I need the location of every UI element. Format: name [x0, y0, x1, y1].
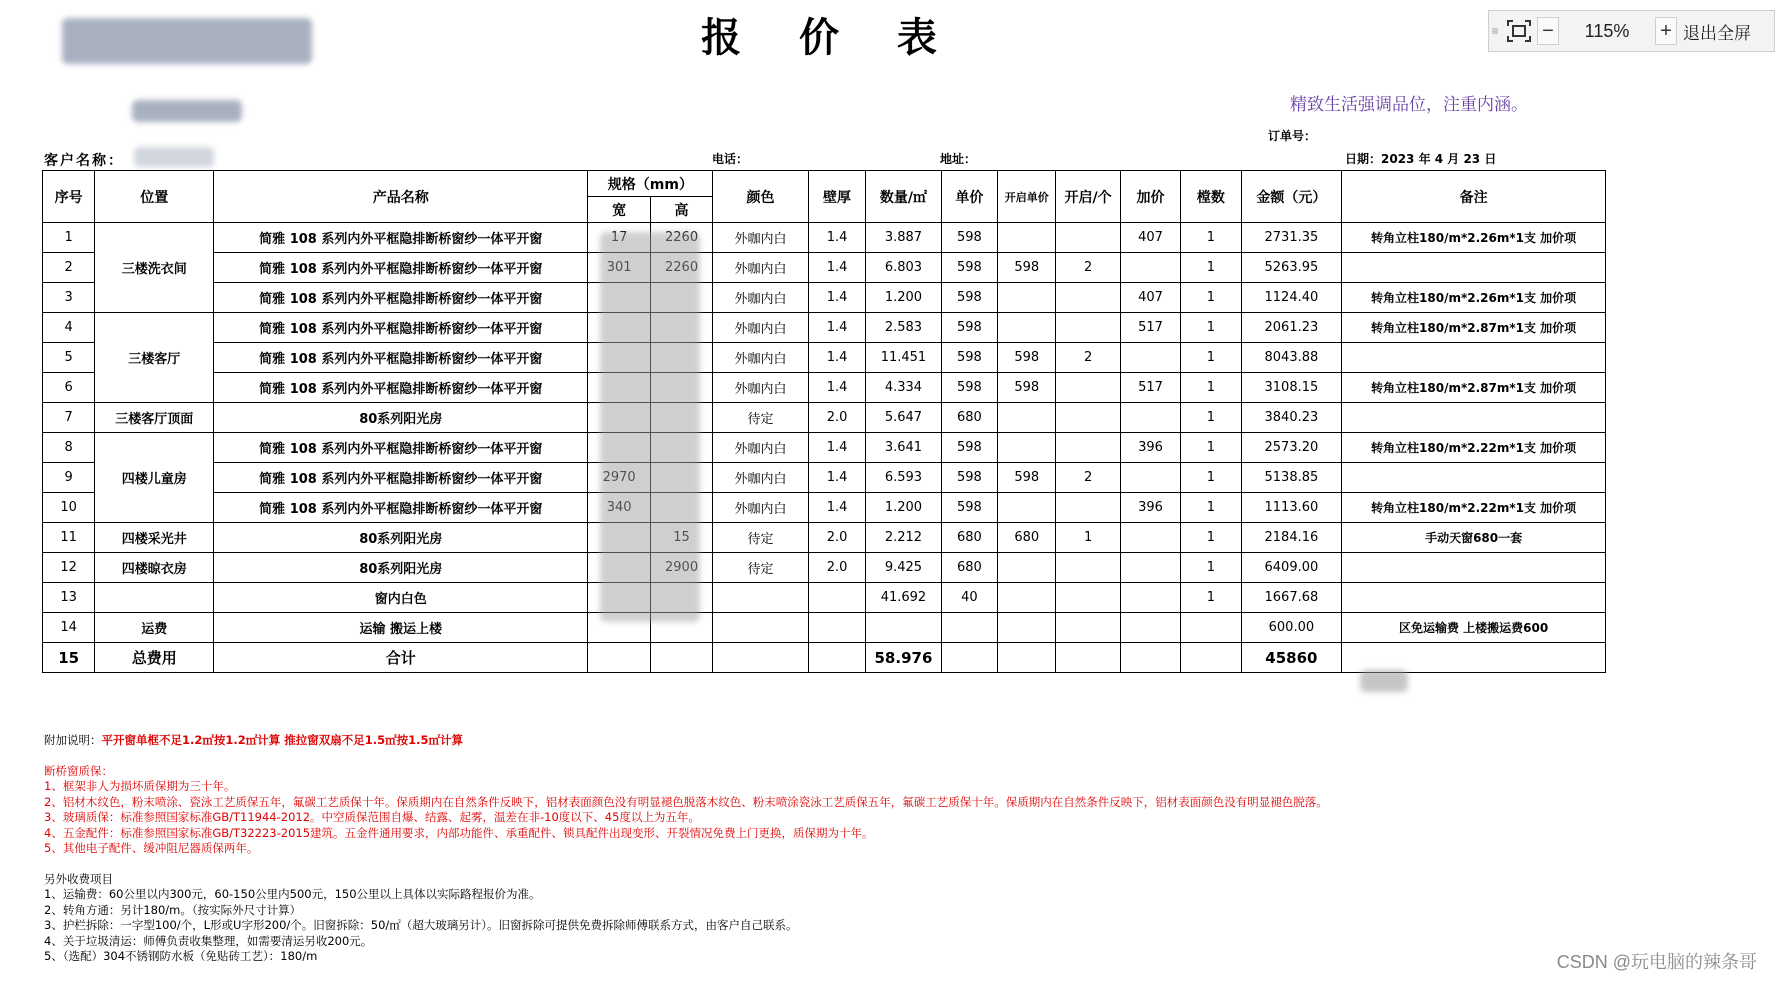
cell-location: 总费用	[95, 643, 214, 673]
cell-thickness: 1.4	[808, 463, 865, 493]
cell-quantity: 3.887	[866, 223, 941, 253]
cell-product: 合计	[214, 643, 588, 673]
cell-open-price	[998, 613, 1056, 643]
table-row	[43, 223, 1606, 253]
drag-handle-icon[interactable]: ≡	[1491, 24, 1499, 38]
table-row	[43, 283, 1606, 313]
header-index: 序号	[43, 171, 95, 223]
cell-floors: 1	[1181, 313, 1241, 343]
cell-amount: 6409.00	[1241, 553, 1342, 583]
cell-open-count	[1056, 583, 1120, 613]
slogan-text: 精致生活强调品位，注重内涵。	[1290, 95, 1528, 115]
cell-remark: 转角立柱180/m*2.26m*1支 加价项	[1342, 223, 1606, 253]
cell-extra	[1120, 253, 1180, 283]
cell-floors: 1	[1181, 223, 1241, 253]
cell-quantity: 58.976	[866, 643, 941, 673]
header-remark: 备注	[1342, 171, 1606, 223]
cell-empty	[998, 643, 1056, 673]
cell-unit-price: 40	[941, 583, 997, 613]
cell-product: 80系列阳光房	[214, 553, 588, 583]
cell-thickness: 1.4	[808, 313, 865, 343]
cell-empty	[1181, 643, 1241, 673]
cell-quantity: 1.200	[866, 283, 941, 313]
cell-amount: 2573.20	[1241, 433, 1342, 463]
table-row	[43, 253, 1606, 283]
cell-open-price	[998, 583, 1056, 613]
cell-index: 8	[43, 433, 95, 463]
header-location: 位置	[95, 171, 214, 223]
cell-floors: 1	[1181, 373, 1241, 403]
cell-quantity: 4.334	[866, 373, 941, 403]
cell-quantity: 11.451	[866, 343, 941, 373]
cell-amount: 1667.68	[1241, 583, 1342, 613]
cell-extra: 407	[1120, 283, 1180, 313]
table-row	[43, 583, 1606, 613]
cell-index: 9	[43, 463, 95, 493]
warranty-title: 断桥窗质保：	[44, 763, 113, 778]
cell-open-count	[1056, 553, 1120, 583]
cell-floors: 1	[1181, 343, 1241, 373]
cell-unit-price: 598	[941, 283, 997, 313]
cell-empty	[1056, 643, 1120, 673]
cell-empty	[1120, 643, 1180, 673]
watermark: CSDN @玩电脑的辣条哥	[1556, 952, 1757, 972]
cell-floors: 1	[1181, 523, 1241, 553]
order-number-label: 订单号：	[1268, 129, 1317, 143]
cell-product: 运输 搬运上楼	[214, 613, 588, 643]
cell-product: 80系列阳光房	[214, 403, 588, 433]
cell-extra: 396	[1120, 493, 1180, 523]
cell-quantity: 9.425	[866, 553, 941, 583]
cell-open-count: 2	[1056, 343, 1120, 373]
cell-open-count	[1056, 313, 1120, 343]
cell-floors: 1	[1181, 283, 1241, 313]
cell-unit-price: 598	[941, 313, 997, 343]
cell-quantity: 41.692	[866, 583, 941, 613]
cell-quantity: 3.641	[866, 433, 941, 463]
cell-thickness: 1.4	[808, 223, 865, 253]
header-amount: 金额（元）	[1241, 171, 1342, 223]
cell-unit-price	[941, 613, 997, 643]
cell-floors: 1	[1181, 583, 1241, 613]
cell-floors: 1	[1181, 463, 1241, 493]
cell-open-count: 2	[1056, 463, 1120, 493]
cell-open-count	[1056, 493, 1120, 523]
cell-amount: 5138.85	[1241, 463, 1342, 493]
header-open-count: 开启/个	[1056, 171, 1120, 223]
cell-color: 外咖内白	[713, 373, 809, 403]
cell-thickness: 2.0	[808, 403, 865, 433]
cell-empty	[808, 643, 865, 673]
cell-remark	[1342, 583, 1606, 613]
cell-open-price: 598	[998, 373, 1056, 403]
cell-quantity	[866, 613, 941, 643]
cell-index: 10	[43, 493, 95, 523]
cell-index: 15	[43, 643, 95, 673]
cell-thickness: 1.4	[808, 493, 865, 523]
cell-amount: 2184.16	[1241, 523, 1342, 553]
fees-line: 1、运输费：60公里以内300元，60-150公里内500元，150公里以上具体以实际路程报价为准。	[44, 887, 541, 901]
cell-floors: 1	[1181, 493, 1241, 523]
cell-open-price	[998, 283, 1056, 313]
table-row	[43, 433, 1606, 463]
redacted-customer-name	[134, 147, 214, 167]
cell-unit-price: 680	[941, 403, 997, 433]
cell-extra	[1120, 403, 1180, 433]
cell-remark	[1342, 253, 1606, 283]
cell-thickness: 1.4	[808, 433, 865, 463]
cell-amount: 1113.60	[1241, 493, 1342, 523]
cell-floors: 1	[1181, 253, 1241, 283]
fees-title: 另外收费项目	[44, 871, 113, 886]
cell-product: 简雅 108 系列内外平框隐排断桥窗纱一体平开窗	[214, 463, 588, 493]
fees-line: 5、（选配）304不锈钢防水板（免贴砖工艺）：180/m	[44, 949, 318, 963]
header-floors: 樘数	[1181, 171, 1241, 223]
cell-color: 待定	[713, 403, 809, 433]
header-product: 产品名称	[214, 171, 588, 223]
cell-remark	[1342, 343, 1606, 373]
cell-location: 三楼客厅	[95, 313, 214, 403]
cell-unit-price: 598	[941, 463, 997, 493]
cell-thickness	[808, 613, 865, 643]
redacted-company-logo	[62, 18, 312, 64]
cell-location: 三楼洗衣间	[95, 223, 214, 313]
customer-name-label: 客户名称：	[44, 153, 124, 169]
cell-remark	[1342, 463, 1606, 493]
cell-remark: 转角立柱180/m*2.87m*1支 加价项	[1342, 313, 1606, 343]
cell-quantity: 2.583	[866, 313, 941, 343]
cell-open-count: 2	[1056, 253, 1120, 283]
cell-amount: 2061.23	[1241, 313, 1342, 343]
cell-open-price	[998, 223, 1056, 253]
cell-color	[713, 613, 809, 643]
cell-product: 窗内白色	[214, 583, 588, 613]
cell-product: 80系列阳光房	[214, 523, 588, 553]
cell-color: 外咖内白	[713, 343, 809, 373]
cell-open-price	[998, 433, 1056, 463]
cell-remark: 转角立柱180/m*2.22m*1支 加价项	[1342, 433, 1606, 463]
zoom-toolbar	[1488, 10, 1775, 52]
cell-index: 7	[43, 403, 95, 433]
table-row	[43, 493, 1606, 523]
cell-empty	[713, 643, 809, 673]
cell-open-count	[1056, 373, 1120, 403]
cell-extra: 517	[1120, 313, 1180, 343]
cell-unit-price: 598	[941, 343, 997, 373]
cell-color: 待定	[713, 523, 809, 553]
table-row	[43, 523, 1606, 553]
header-extra: 加价	[1120, 171, 1180, 223]
cell-quantity: 1.200	[866, 493, 941, 523]
phone-label: 电话：	[712, 152, 749, 166]
header-open-price: 开启单价	[998, 171, 1056, 223]
cell-remark: 转角立柱180/m*2.87m*1支 加价项	[1342, 373, 1606, 403]
cell-color: 待定	[713, 553, 809, 583]
total-row	[43, 643, 1606, 673]
cell-extra	[1120, 553, 1180, 583]
warranty-line: 2、铝材木纹色，粉末喷涂、瓷泳工艺质保五年，氟碳工艺质保十年。保质期内在自然条件反映下，铝材表面颜色没有明显褪色脱落木纹色、粉末喷涂瓷泳工艺质保五年，氟碳工艺质保十年。保质期内在自然条件反映下，铝材表面颜色没有明显褪色脱落。	[44, 794, 1328, 809]
header-spec: 规格（mm）	[588, 171, 713, 197]
cell-quantity: 2.212	[866, 523, 941, 553]
cell-product: 简雅 108 系列内外平框隐排断桥窗纱一体平开窗	[214, 313, 588, 343]
cell-quantity: 6.803	[866, 253, 941, 283]
cell-amount: 3840.23	[1241, 403, 1342, 433]
warranty-line: 1、框架非人为损坏质保期为三十年。	[44, 779, 236, 793]
redacted-dimensions	[600, 232, 700, 622]
redacted-remark-region	[1360, 670, 1408, 692]
cell-open-price	[998, 403, 1056, 433]
cell-remark: 转角立柱180/m*2.26m*1支 加价项	[1342, 283, 1606, 313]
cell-product: 简雅 108 系列内外平框隐排断桥窗纱一体平开窗	[214, 433, 588, 463]
cell-location: 四楼儿童房	[95, 433, 214, 523]
cell-extra	[1120, 613, 1180, 643]
cell-index: 3	[43, 283, 95, 313]
cell-thickness	[808, 583, 865, 613]
cell-empty	[1342, 643, 1606, 673]
extra-note-text: 平开窗单框不足1.2㎡按1.2㎡计算 推拉窗双扇不足1.5㎡按1.5㎡计算	[101, 733, 463, 747]
cell-index: 5	[43, 343, 95, 373]
cell-empty	[941, 643, 997, 673]
table-row	[43, 373, 1606, 403]
cell-remark: 区免运输费 上楼搬运费600	[1342, 613, 1606, 643]
cell-color: 外咖内白	[713, 223, 809, 253]
cell-open-count	[1056, 613, 1120, 643]
cell-index: 1	[43, 223, 95, 253]
date-text: 日期：2023 年 4 月 23 日	[1345, 152, 1497, 166]
table-row	[43, 313, 1606, 343]
cell-empty	[650, 643, 712, 673]
cell-open-price: 598	[998, 253, 1056, 283]
cell-location: 四楼采光井	[95, 523, 214, 553]
cell-open-price	[998, 493, 1056, 523]
cell-color: 外咖内白	[713, 463, 809, 493]
cell-product: 简雅 108 系列内外平框隐排断桥窗纱一体平开窗	[214, 343, 588, 373]
cell-product: 简雅 108 系列内外平框隐排断桥窗纱一体平开窗	[214, 283, 588, 313]
redacted-company-name	[132, 100, 242, 122]
header-quantity: 数量/㎡	[866, 171, 941, 223]
cell-remark: 手动天窗680一套	[1342, 523, 1606, 553]
warranty-line: 5、其他电子配件、缓冲阻尼器质保两年。	[44, 841, 259, 855]
cell-open-count	[1056, 403, 1120, 433]
cell-color	[713, 583, 809, 613]
cell-unit-price: 598	[941, 373, 997, 403]
cell-extra: 407	[1120, 223, 1180, 253]
cell-amount: 1124.40	[1241, 283, 1342, 313]
cell-amount: 2731.35	[1241, 223, 1342, 253]
cell-thickness: 1.4	[808, 343, 865, 373]
fees-line: 4、关于垃圾清运：师傅负责收集整理，如需要清运另收200元。	[44, 933, 373, 948]
cell-unit-price: 680	[941, 523, 997, 553]
cell-index: 4	[43, 313, 95, 343]
cell-unit-price: 598	[941, 223, 997, 253]
cell-amount: 45860	[1241, 643, 1342, 673]
cell-unit-price: 680	[941, 553, 997, 583]
cell-location: 三楼客厅顶面	[95, 403, 214, 433]
cell-open-price	[998, 553, 1056, 583]
cell-index: 6	[43, 373, 95, 403]
fees-line: 3、护栏拆除：一字型100/个，L形或U字形200/个。旧窗拆除：50/㎡（超大玻璃另计）。旧窗拆除可提供免费拆除师傅联系方式，由客户自己联系。	[44, 918, 798, 932]
cell-product: 简雅 108 系列内外平框隐排断桥窗纱一体平开窗	[214, 223, 588, 253]
cell-product: 简雅 108 系列内外平框隐排断桥窗纱一体平开窗	[214, 493, 588, 523]
cell-open-count: 1	[1056, 523, 1120, 553]
table-row	[43, 403, 1606, 433]
cell-unit-price: 598	[941, 253, 997, 283]
cell-extra	[1120, 583, 1180, 613]
cell-extra	[1120, 523, 1180, 553]
table-row	[43, 463, 1606, 493]
cell-amount: 600.00	[1241, 613, 1342, 643]
page-title: 报 价 表	[701, 14, 959, 61]
cell-unit-price: 598	[941, 493, 997, 523]
zoom-out-button[interactable]: −	[1537, 17, 1559, 45]
cell-open-price	[998, 313, 1056, 343]
cell-open-count	[1056, 283, 1120, 313]
cell-open-price: 598	[998, 343, 1056, 373]
cell-index: 13	[43, 583, 95, 613]
cell-location: 运费	[95, 613, 214, 643]
table-row	[43, 553, 1606, 583]
cell-extra: 396	[1120, 433, 1180, 463]
cell-unit-price: 598	[941, 433, 997, 463]
cell-extra	[1120, 463, 1180, 493]
cell-extra	[1120, 343, 1180, 373]
zoom-level: 115%	[1584, 20, 1630, 41]
cell-color: 外咖内白	[713, 313, 809, 343]
cell-color: 外咖内白	[713, 253, 809, 283]
cell-amount: 3108.15	[1241, 373, 1342, 403]
cell-open-price: 680	[998, 523, 1056, 553]
header-height: 高	[650, 197, 712, 223]
cell-location	[95, 583, 214, 613]
cell-remark	[1342, 403, 1606, 433]
table-row	[43, 343, 1606, 373]
cell-thickness: 2.0	[808, 523, 865, 553]
cell-thickness: 1.4	[808, 283, 865, 313]
cell-thickness: 1.4	[808, 373, 865, 403]
cell-amount: 5263.95	[1241, 253, 1342, 283]
extra-note-label: 附加说明：	[44, 733, 102, 747]
header-color: 颜色	[713, 171, 809, 223]
warranty-line: 4、五金配件：标准参照国家标准GB/T32223-2015建筑。五金件通用要求，内部功能件、承重配件、锁具配件出现变形、开裂情况免费上门更换，质保期为十年。	[44, 825, 874, 840]
cell-floors	[1181, 613, 1241, 643]
cell-quantity: 5.647	[866, 403, 941, 433]
notes-section	[44, 733, 1604, 965]
header-width: 宽	[588, 197, 650, 223]
cell-product: 简雅 108 系列内外平框隐排断桥窗纱一体平开窗	[214, 373, 588, 403]
cell-amount: 8043.88	[1241, 343, 1342, 373]
header-unit-price: 单价	[941, 171, 997, 223]
cell-floors: 1	[1181, 403, 1241, 433]
cell-quantity: 6.593	[866, 463, 941, 493]
cell-empty	[588, 643, 650, 673]
cell-open-count	[1056, 223, 1120, 253]
cell-remark	[1342, 553, 1606, 583]
cell-index: 11	[43, 523, 95, 553]
cell-color: 外咖内白	[713, 433, 809, 463]
cell-remark: 转角立柱180/m*2.22m*1支 加价项	[1342, 493, 1606, 523]
cell-location: 四楼晾衣房	[95, 553, 214, 583]
cell-open-price: 598	[998, 463, 1056, 493]
cell-index: 14	[43, 613, 95, 643]
cell-index: 12	[43, 553, 95, 583]
cell-floors: 1	[1181, 553, 1241, 583]
header-thickness: 壁厚	[808, 171, 865, 223]
cell-thickness: 1.4	[808, 253, 865, 283]
exit-fullscreen-button[interactable]: 退出全屏	[1683, 23, 1751, 43]
address-label: 地址：	[940, 152, 977, 166]
fees-line: 2、转角方通：另计180/m。（按实际外尺寸计算）	[44, 902, 302, 917]
cell-product: 简雅 108 系列内外平框隐排断桥窗纱一体平开窗	[214, 253, 588, 283]
cell-floors: 1	[1181, 433, 1241, 463]
fit-page-icon[interactable]	[1501, 16, 1537, 46]
cell-index: 2	[43, 253, 95, 283]
zoom-in-button[interactable]: +	[1655, 17, 1677, 45]
cell-thickness: 2.0	[808, 553, 865, 583]
cell-open-count	[1056, 433, 1120, 463]
cell-color: 外咖内白	[713, 283, 809, 313]
cell-color: 外咖内白	[713, 493, 809, 523]
warranty-line: 3、玻璃质保：标准参照国家标准GB/T11944-2012。中空质保范围自爆、结露、起雾，温差在非-10度以下、45度以上为五年。	[44, 810, 700, 824]
table-row	[43, 613, 1606, 643]
quote-table	[42, 170, 1606, 673]
cell-extra: 517	[1120, 373, 1180, 403]
